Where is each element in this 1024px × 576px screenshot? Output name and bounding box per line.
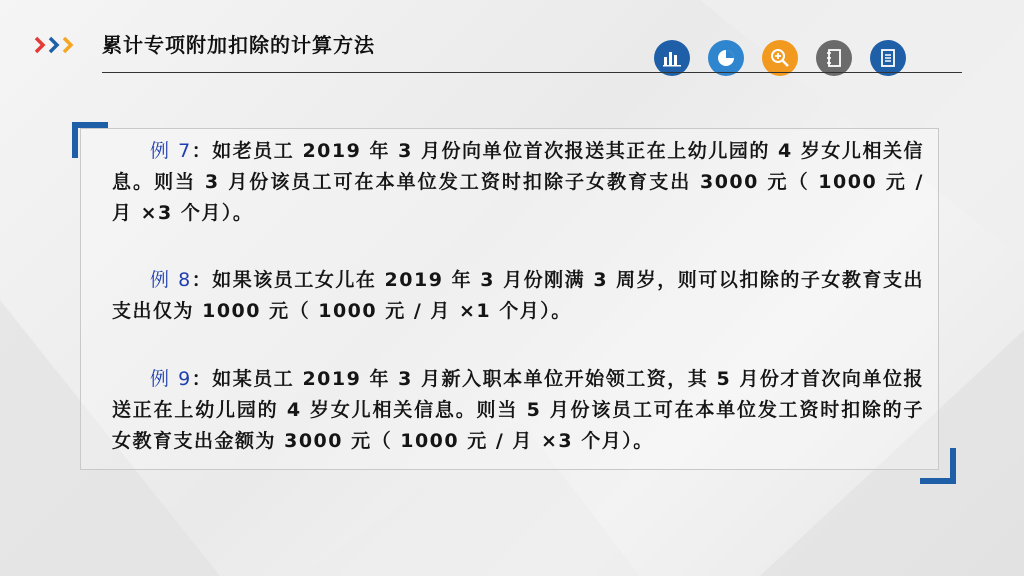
chevrons-icon	[34, 36, 80, 54]
page-title: 累计专项附加扣除的计算方法	[102, 33, 375, 57]
corner-bracket-bottom-right	[920, 448, 956, 484]
example-9-paragraph	[112, 364, 924, 457]
magnify-plus-icon[interactable]	[762, 40, 798, 76]
example-text: ：如果该员工女儿在 2019 年 3 月份刚满 3 周岁，则可以扣除的子女教育支出支出仅为 1000 元（ 1000 元 / 月 ×1 个月）。	[112, 269, 924, 322]
corner-bracket-top-left	[72, 122, 108, 158]
example-label: 例 9	[150, 368, 192, 390]
checklist-icon[interactable]	[870, 40, 906, 76]
example-label: 例 8	[150, 269, 192, 291]
example-8-paragraph	[112, 265, 924, 327]
pie-chart-icon[interactable]	[708, 40, 744, 76]
notebook-icon[interactable]	[816, 40, 852, 76]
example-7-paragraph	[112, 136, 924, 229]
icon-toolbar	[654, 40, 914, 80]
bar-chart-icon[interactable]	[654, 40, 690, 76]
header-divider	[102, 72, 962, 73]
example-label: 例 7	[150, 140, 192, 162]
example-text: ：如某员工 2019 年 3 月新入职本单位开始领工资，其 5 月份才首次向单位报送正在上幼儿园的 4 岁女儿相关信息。则当 5 月份该员工可在本单位发工资时扣除的子女教育支出金额为 3000 元（ 1000 元 / 月 ×3 个月）。	[112, 368, 924, 452]
example-text: ：如老员工 2019 年 3 月份向单位首次报送其正在上幼儿园的 4 岁女儿相关信息。则当 3 月份该员工可在本单位发工资时扣除子女教育支出 3000 元（ 1000 元 / 月 ×3 个月）。	[112, 140, 924, 224]
